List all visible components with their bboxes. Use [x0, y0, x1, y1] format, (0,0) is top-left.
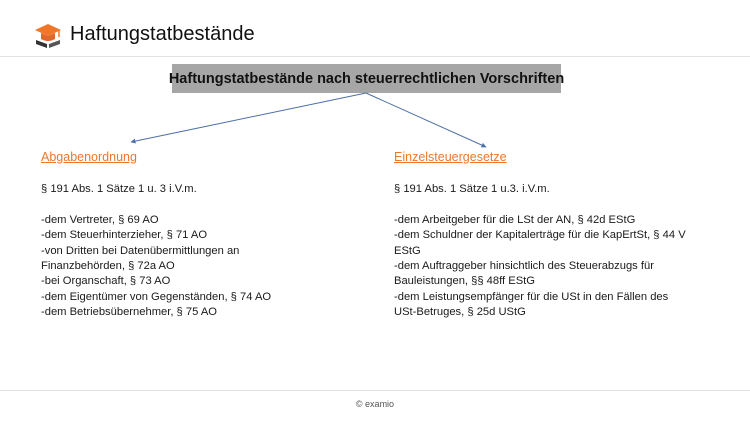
legal-basis: § 191 Abs. 1 Sätze 1 u.3. i.V.m.	[394, 183, 550, 196]
list-item: -von Dritten bei Datenübermittlungen an	[41, 244, 240, 257]
copyright-text: © examio	[355, 399, 395, 409]
list-item: -dem Betriebsübernehmer, § 75 AO	[41, 306, 217, 319]
liability-list	[41, 213, 341, 321]
topic-title: Haftungstatbestände nach steuerrechtlichen Vorschriften	[168, 70, 565, 87]
column-einzelsteuergesetze	[394, 150, 714, 321]
column-abgabenordnung	[41, 150, 341, 321]
liability-list	[394, 213, 714, 321]
list-item: -dem Arbeitgeber für die LSt der AN, § 42d EStG	[394, 213, 636, 226]
legal-basis: § 191 Abs. 1 Sätze 1 u. 3 i.V.m.	[41, 183, 197, 196]
arrow-right	[366, 93, 486, 147]
footer	[0, 390, 750, 423]
list-item: -dem Leistungsempfänger für die USt in den Fällen des	[394, 290, 669, 303]
column-heading: Abgabenordnung	[41, 150, 137, 164]
list-item: USt-Betruges, § 25d UStG	[394, 306, 526, 319]
arrow-left	[131, 93, 366, 142]
list-item: EStG	[394, 244, 421, 257]
list-item: Bauleistungen, §§ 48ff EStG	[394, 275, 535, 288]
page-title: Haftungstatbestände	[70, 23, 255, 45]
list-item: -dem Schuldner der Kapitalerträge für die KapErtSt, § 44 V	[394, 229, 686, 242]
list-item: -dem Steuerhinterzieher, § 71 AO	[41, 229, 208, 242]
list-item: Finanzbehörden, § 72a AO	[41, 260, 175, 273]
list-item: -dem Vertreter, § 69 AO	[41, 213, 159, 226]
column-heading: Einzelsteuergesetze	[394, 150, 507, 164]
list-item: -dem Eigentümer von Gegenständen, § 74 AO	[41, 290, 272, 303]
list-item: -bei Organschaft, § 73 AO	[41, 275, 171, 288]
list-item: -dem Auftraggeber hinsichtlich des Steuerabzugs für	[394, 260, 654, 273]
